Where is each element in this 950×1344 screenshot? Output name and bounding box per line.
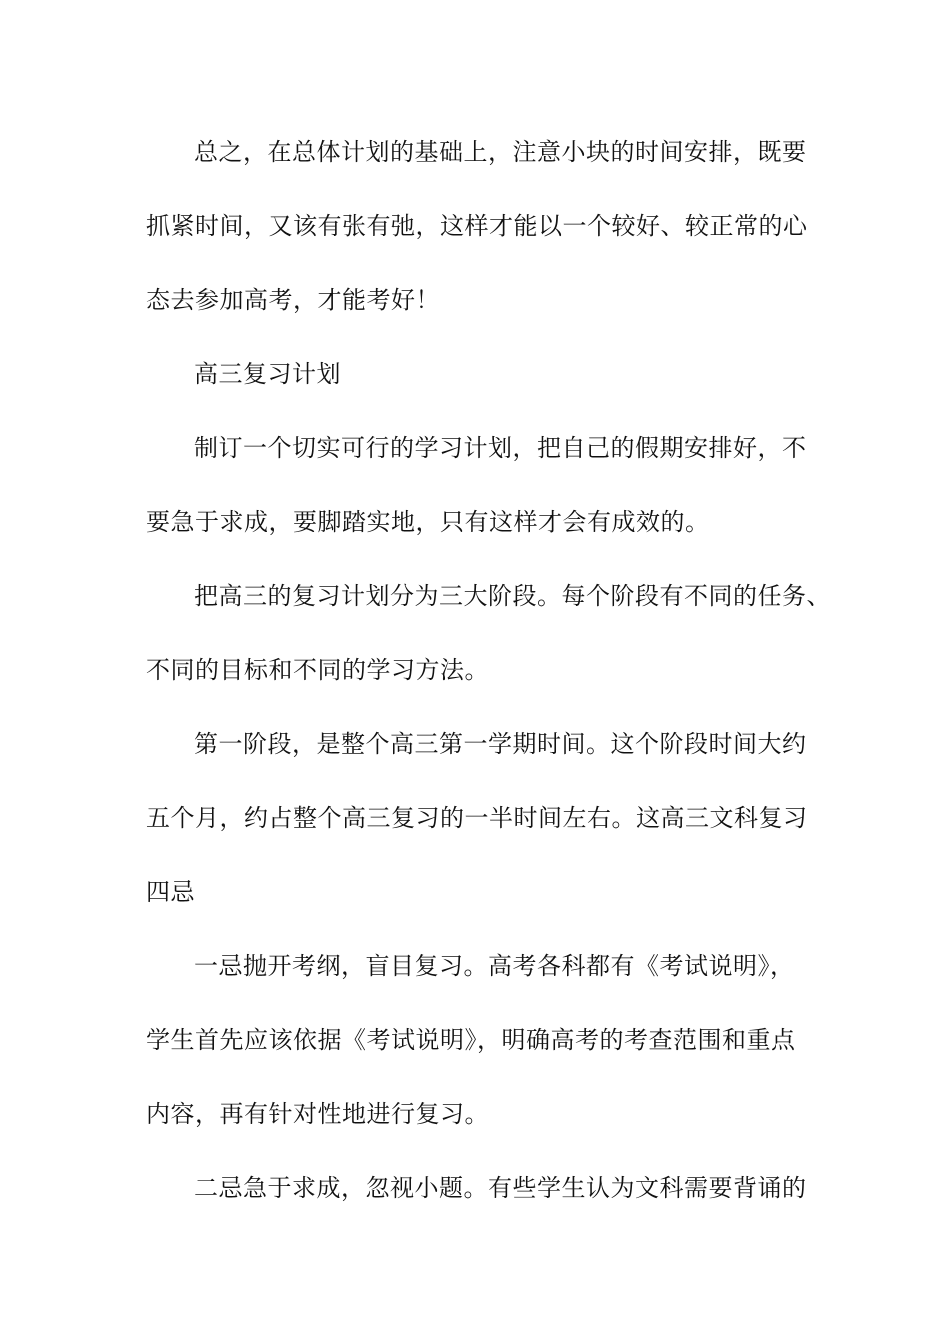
text-line: 不同的目标和不同的学习方法。 xyxy=(146,656,489,684)
text-line: 抓紧时间，又该有张有弛，这样才能以一个较好、较正常的心 xyxy=(146,212,808,240)
text-line: 学生首先应该依据《考试说明》，明确高考的考查范围和重点 xyxy=(146,1026,796,1054)
text-line: 二忌急于求成，忽视小题。有些学生认为文科需要背诵的 xyxy=(194,1174,807,1202)
text-line: 内容，再有针对性地进行复习。 xyxy=(146,1100,489,1128)
text-line: 第一阶段，是整个高三第一学期时间。这个阶段时间大约 xyxy=(194,730,807,758)
text-line: 要急于求成，要脚踏实地，只有这样才会有成效的。 xyxy=(146,508,710,536)
text-line: 五个月，约占整个高三复习的一半时间左右。这高三文科复习 xyxy=(146,804,808,832)
text-line: 态去参加高考，才能考好！ xyxy=(146,286,440,314)
section-heading: 高三复习计划 xyxy=(194,360,341,388)
text-line: 总之，在总体计划的基础上，注意小块的时间安排，既要 xyxy=(194,138,807,166)
text-line: 制订一个切实可行的学习计划，把自己的假期安排好，不 xyxy=(194,434,807,462)
text-line: 四忌 xyxy=(146,878,195,906)
text-line: 把高三的复习计划分为三大阶段。每个阶段有不同的任务、 xyxy=(194,582,831,610)
text-line: 一忌抛开考纲，盲目复习。高考各科都有《考试说明》， xyxy=(194,952,795,980)
